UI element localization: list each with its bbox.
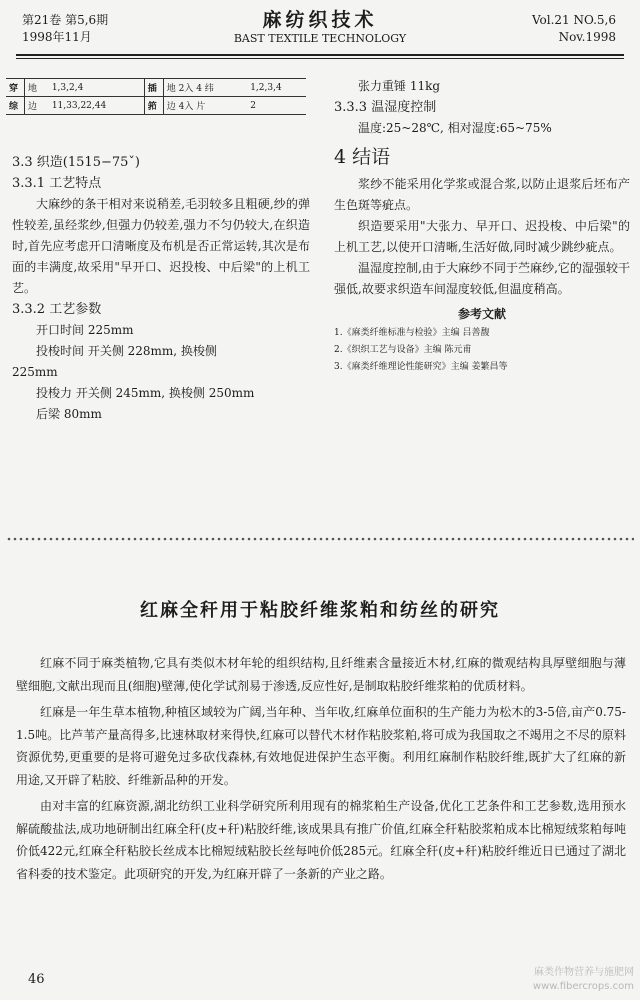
paragraph: 浆纱不能采用化学浆或混合浆,以防止退浆后坯布产生色斑等疵点。 (334, 177, 630, 212)
param-line: 开口时间 225mm (36, 323, 134, 337)
page-number: 46 (28, 972, 45, 987)
issue-date-en: Nov.1998 (558, 30, 616, 44)
journal-name-cn: 麻纺织技术 (262, 9, 378, 31)
table-cell: 2 (247, 97, 306, 115)
reference-item: 3.《麻类纤维理论性能研究》主编 姜繁昌等 (334, 362, 508, 372)
journal-title (200, 8, 440, 46)
paragraph: 温湿度控制,由于大麻纱不同于苎麻纱,它的湿强较干强低,故要求织造车间湿度较低,但温度稍高。 (334, 261, 630, 296)
param-line: 投梭时间 开关侧 228mm, 换梭侧 (36, 344, 217, 358)
paragraph: 由对丰富的红麻资源,湖北纺织工业科学研究所利用现有的棉浆粕生产设备,优化工艺条件和工艺参数,选用预水解硫酸盐法,成功地研制出红麻全秆(皮+秆)粘胶纤维,该成果具有推广价值,红麻全秆粘胶浆粕成本比棉短绒浆粕每吨价低422元,红麻全秆粘胶长丝成本比棉短绒粘胶长丝每吨价低285元。红麻全秆(皮+秆)粘胶纤维近日已通过了湖北省科委的技术鉴定。此项研究的开发,为红麻开辟了一条新的产业之路。 (16, 799, 626, 881)
left-column (12, 152, 310, 425)
header-rule-thin (16, 58, 624, 59)
issue-info (22, 12, 108, 46)
paragraph: 大麻纱的条干相对来说稍差,毛羽较多且粗硬,纱的弹性较差,虽经浆纱,但强力仍较差,强力不匀仍较大,在织造时,首先应考虑开口清晰度及布机是否正常运转,其次是布面的丰满度,故采用"早开口、迟投梭、中后梁"的上机工艺。 (12, 197, 310, 295)
paragraph: 织造要采用"大张力、早开口、迟投梭、中后梁"的上机工艺,以使开口清晰,生活好做,同时减少跳纱疵点。 (334, 219, 630, 254)
article-title: 红麻全秆用于粘胶纤维浆粕和纺丝的研究 (140, 600, 500, 621)
param-line: 225mm (12, 365, 58, 379)
table-cell: 综 (6, 97, 25, 115)
table-cell: 1,2,3,4 (247, 79, 306, 97)
section-heading: 3.3 织造(1515−75ˇ) (12, 155, 140, 170)
reference-item: 2.《织织工艺与设备》主编 陈元甫 (334, 345, 472, 355)
table-cell: 地 (25, 79, 49, 97)
table-cell: 筘 (144, 97, 163, 115)
table-cell: 11,33,22,44 (49, 97, 144, 115)
article-body (16, 652, 626, 889)
subsection-heading: 3.3.2 工艺参数 (12, 302, 102, 317)
table-cell: 1,3,2,4 (49, 79, 144, 97)
table-row (6, 79, 306, 97)
param-line: 投梭力 开关侧 245mm, 换梭侧 250mm (36, 386, 255, 400)
param-line: 后梁 80mm (36, 407, 102, 421)
reference-item: 1.《麻类纤维标准与检验》主编 吕善馥 (334, 328, 490, 338)
table-cell: 地 2入 4 纬 (163, 79, 247, 97)
subsection-heading: 3.3.1 工艺特点 (12, 176, 102, 191)
issue-date: 1998年11月 (22, 30, 92, 44)
conclusion (334, 174, 630, 300)
table-row (6, 97, 306, 115)
issue-info-en (532, 12, 616, 46)
param-line: 温度:25~28℃, 相对湿度:65~75% (358, 121, 552, 135)
section-heading: 4 结语 (334, 146, 391, 168)
watermark-line: www.fibercrops.com (532, 981, 634, 992)
table-cell: 边 (25, 97, 49, 115)
references-title: 参考文献 (457, 307, 506, 321)
subsection-heading: 3.3.3 温湿度控制 (334, 100, 437, 115)
table-cell: 边 4入 片 (163, 97, 247, 115)
journal-name-en: BAST TEXTILE TECHNOLOGY (233, 32, 407, 45)
references-list (334, 325, 630, 376)
header-rule (16, 54, 624, 56)
paragraph: 红麻是一年生草本植物,种植区域较为广阔,当年种、当年收,红麻单位面积的生产能力为松木的3-5倍,亩产0.75-1.5吨。比芦苇产量高得多,比速林取材来得快,红麻可以替代木材作粘胶浆粕,将可成为我国取之不竭用之不尽的原料资源优势,更重要的是将可避免过多砍伐森林,有效地促进保护生态平衡。利用红麻制作粘胶纤维,既扩大了红麻的新用途,又开辟了粘胶、纤维新品种的开发。 (16, 705, 626, 787)
right-column (334, 76, 630, 376)
paragraph-wrap (12, 194, 310, 299)
weave-table (6, 78, 306, 115)
volume-issue-en: Vol.21 NO.5,6 (531, 13, 616, 27)
table-cell: 穿 (6, 79, 25, 97)
paragraph: 红麻不同于麻类植物,它具有类似木材年轮的组织结构,且纤维素含量接近木材,红麻的微观结构具厚壁细胞与薄壁细胞,文献出现而且(细胞)壁薄,使化学试剂易于渗透,反应性好,是制取粘胶纤维浆粕的优质材料。 (16, 656, 626, 693)
param-line: 张力重锤 11kg (358, 79, 441, 93)
table-cell: 插 (144, 79, 163, 97)
watermark (533, 966, 634, 994)
watermark-line: 麻类作物营养与施肥网 (534, 967, 634, 978)
volume-issue: 第21卷 第5,6期 (22, 13, 109, 27)
decorative-divider (6, 536, 634, 542)
